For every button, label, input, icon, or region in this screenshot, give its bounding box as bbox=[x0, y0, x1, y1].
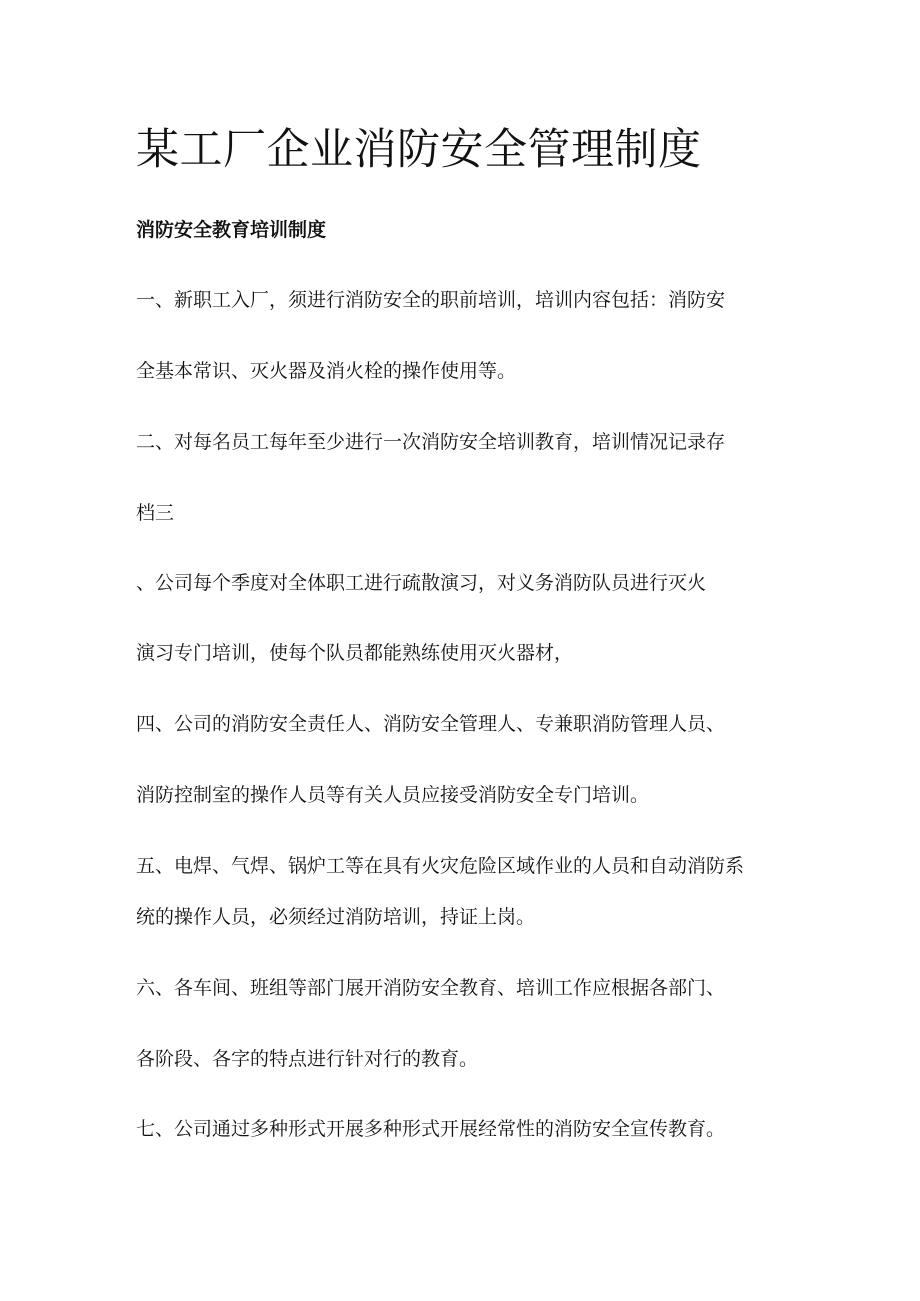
body-line: 消防控制室的操作人员等有关人员应接受消防安全专门培训。 bbox=[136, 784, 650, 806]
body-line: 五、电焊、气焊、锅炉工等在具有火灾危险区域作业的人员和自动消防系 bbox=[136, 855, 745, 877]
body-line: 统的操作人员，必须经过消防培训，持证上岗。 bbox=[136, 906, 536, 928]
body-line: 二、对每名员工每年至少进行一次消防安全培训教育，培训情况记录存 bbox=[136, 431, 726, 453]
section-title: 消防安全教育培训制度 bbox=[136, 219, 327, 241]
body-line: 四、公司的消防安全责任人、消防安全管理人、专兼职消防管理人员、 bbox=[136, 713, 726, 735]
body-line: 各阶段、各字的特点进行针对行的教育。 bbox=[136, 1048, 479, 1070]
body-line: 、公司每个季度对全体职工进行疏散演习，对义务消防队员进行灭火 bbox=[136, 572, 707, 594]
body-line: 演习专门培训，使每个队员都能熟练使用灭火器材， bbox=[136, 642, 574, 664]
body-line: 档三 bbox=[136, 502, 175, 524]
body-line: 七、公司通过多种形式开展多种形式开展经常性的消防安全宣传教育。 bbox=[136, 1118, 726, 1140]
body-line: 全基本常识、灭火器及消火栓的操作使用等。 bbox=[136, 360, 517, 382]
body-line: 一、新职工入厂，须进行消防安全的职前培训，培训内容包括：消防安 bbox=[136, 289, 726, 311]
body-line: 六、各车间、班组等部门展开消防安全教育、培训工作应根据各部门、 bbox=[136, 977, 726, 999]
document-title: 某工厂企业消防安全管理制度 bbox=[136, 125, 702, 175]
